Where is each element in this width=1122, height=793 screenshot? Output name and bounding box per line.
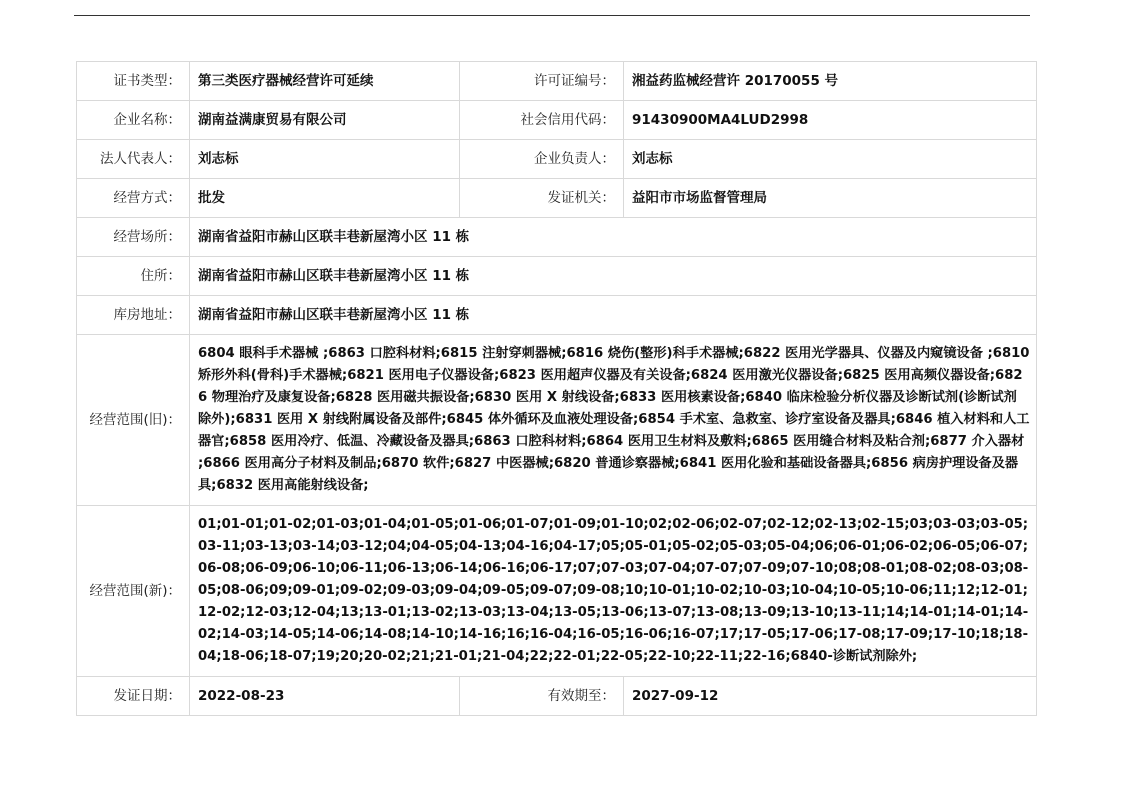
license-table (76, 61, 1037, 716)
row-dates (77, 677, 1037, 716)
row-cert-type (77, 62, 1037, 101)
warehouse-value: 湖南省益阳市赫山区联丰巷新屋湾小区 11 栋 (190, 296, 1037, 335)
issuer-label: 发证机关： (460, 179, 624, 218)
row-premises (77, 218, 1037, 257)
principal-label: 企业负责人： (460, 140, 624, 179)
license-no-value: 湘益药监械经营许 20170055 号 (624, 62, 1037, 101)
mode-value: 批发 (190, 179, 460, 218)
issuer-value: 益阳市市场监督管理局 (624, 179, 1037, 218)
premises-label: 经营场所： (77, 218, 190, 257)
premises-value: 湖南省益阳市赫山区联丰巷新屋湾小区 11 栋 (190, 218, 1037, 257)
header-rule (74, 15, 1030, 16)
row-representatives (77, 140, 1037, 179)
legal-rep-label: 法人代表人： (77, 140, 190, 179)
cert-type-label: 证书类型： (77, 62, 190, 101)
credit-code-value: 91430900MA4LUD2998 (624, 101, 1037, 140)
row-scope-old (77, 335, 1037, 506)
company-name-value: 湖南益满康贸易有限公司 (190, 101, 460, 140)
issue-date-label: 发证日期： (77, 677, 190, 716)
scope-old-label: 经营范围(旧)： (77, 335, 190, 506)
issue-date-value: 2022-08-23 (190, 677, 460, 716)
scope-new-label: 经营范围(新)： (77, 506, 190, 677)
row-company (77, 101, 1037, 140)
mode-label: 经营方式： (77, 179, 190, 218)
warehouse-label: 库房地址： (77, 296, 190, 335)
cert-type-value: 第三类医疗器械经营许可延续 (190, 62, 460, 101)
scope-old-value: 6804 眼科手术器械 ;6863 口腔科材料;6815 注射穿刺器械;6816 烧伤(整形)科手术器械;6822 医用光学器具、仪器及内窥镜设备 ;6810 矫形外科(骨科)手术器械;6821 医用电子仪器设备;6823 医用超声仪器及有关设备;6824 医用激光仪器设备;6825 医用高频仪器设备;6826 物理治疗及康复设备;6828 医用磁共振设备;6830 医用 X 射线设备;6833 医用核素设备;6840 临床检验分析仪器及诊断试剂(诊断试剂除外);6831 医用 X 射线附属设备及部件;6845 体外循环及血液处理设备;6854 手术室、急救室、诊疗室设备及器具;6846 植入材料和人工器官;6858 医用冷疗、低温、冷藏设备及器具;6863 口腔科材料;6864 医用卫生材料及敷料;6865 医用缝合材料及粘合剂;6877 介入器材 ;6866 医用高分子材料及制品;6870 软件;6827 中医器械;6820 普通诊察器械;6841 医用化验和基础设备器具;6856 病房护理设备及器具;6832 医用高能射线设备; (190, 335, 1037, 506)
residence-label: 住所： (77, 257, 190, 296)
scope-new-value: 01;01-01;01-02;01-03;01-04;01-05;01-06;01-07;01-09;01-10;02;02-06;02-07;02-12;02-13;02-15;03;03-03;03-05;03-11;03-13;03-14;03-12;04;04-05;04-13;04-16;04-17;05;05-01;05-02;05-03;05-04;06;06-01;06-02;06-05;06-07;06-08;06-09;06-10;06-11;06-13;06-14;06-16;06-17;07;07-03;07-04;07-07;07-09;07-10;08;08-01;08-02;08-03;08-05;08-06;09;09-01;09-02;09-03;09-04;09-05;09-07;09-08;10;10-01;10-02;10-03;10-04;10-05;10-06;11;12;12-01;12-02;12-03;12-04;13;13-01;13-02;13-03;13-04;13-05;13-06;13-07;13-08;13-09;13-10;13-11;14;14-01;14-01;14-02;14-03;14-05;14-06;14-08;14-10;14-16;16;16-04;16-05;16-06;16-07;17;17-05;17-06;17-08;17-09;17-10;18;18-04;18-06;18-07;19;20;20-02;21;21-01;21-04;22;22-01;22-05;22-10;22-11;22-16;6840-诊断试剂除外; (190, 506, 1037, 677)
principal-value: 刘志标 (624, 140, 1037, 179)
residence-value: 湖南省益阳市赫山区联丰巷新屋湾小区 11 栋 (190, 257, 1037, 296)
valid-until-value: 2027-09-12 (624, 677, 1037, 716)
row-warehouse (77, 296, 1037, 335)
license-no-label: 许可证编号： (460, 62, 624, 101)
company-name-label: 企业名称： (77, 101, 190, 140)
row-residence (77, 257, 1037, 296)
legal-rep-value: 刘志标 (190, 140, 460, 179)
row-scope-new (77, 506, 1037, 677)
row-mode-issuer (77, 179, 1037, 218)
valid-until-label: 有效期至： (460, 677, 624, 716)
credit-code-label: 社会信用代码： (460, 101, 624, 140)
